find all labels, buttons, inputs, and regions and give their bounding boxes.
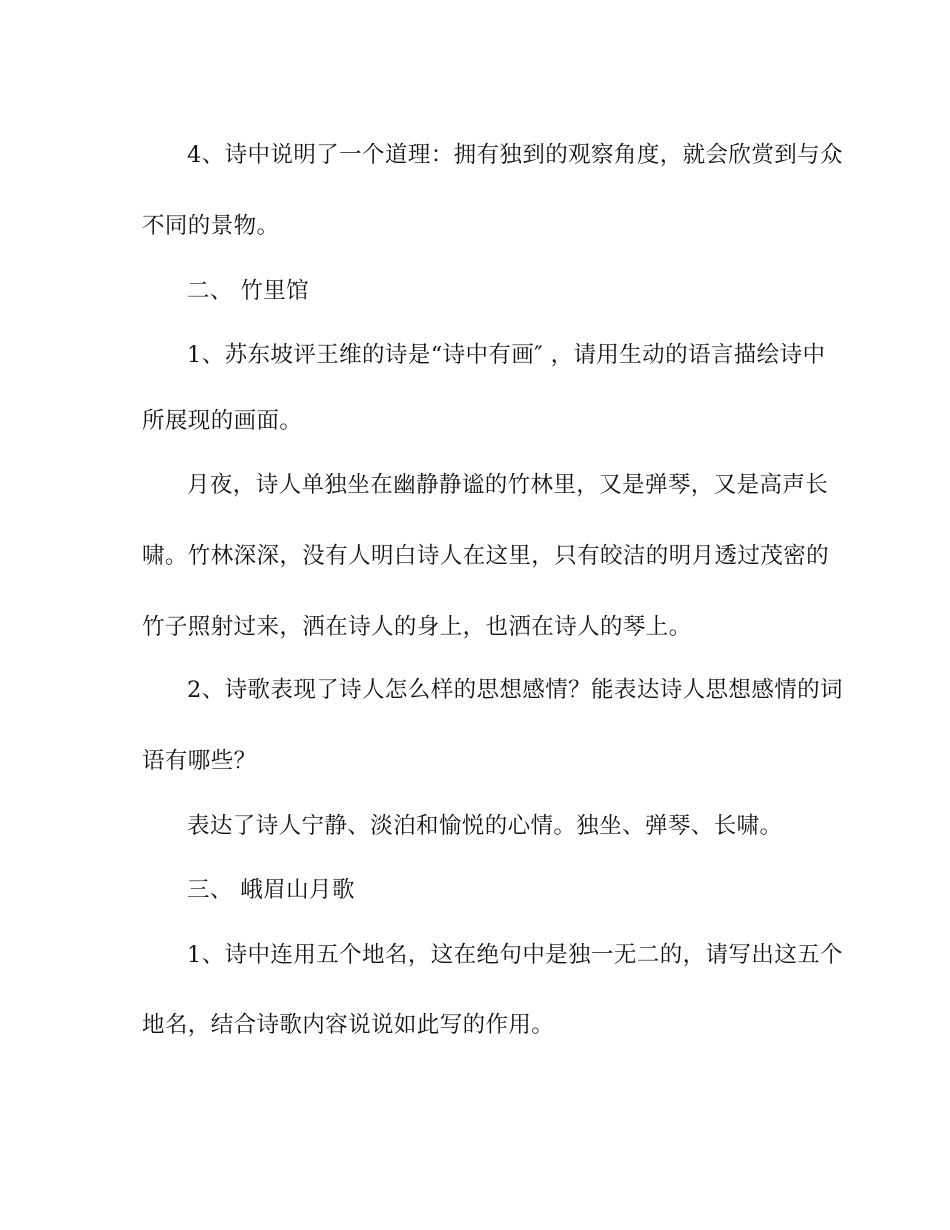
paragraph-line-7: 啸。竹林深深，没有人明白诗人在这里，只有皎洁的明月透过茂密的	[142, 543, 830, 569]
paragraph-line-11: 表达了诗人宁静、淡泊和愉悦的心情。独坐、弹琴、长啸。	[187, 813, 783, 839]
paragraph-line-4: 1、苏东坡评王维的诗是“诗中有画″ ，请用生动的语言描绘诗中	[187, 342, 826, 368]
paragraph-line-1: 4、诗中说明了一个道理：拥有独到的观察角度，就会欣赏到与众	[187, 142, 843, 168]
paragraph-line-6: 月夜，诗人单独坐在幽静静谧的竹林里，又是弹琴，又是高声长	[187, 472, 829, 498]
paragraph-line-9: 2、诗歌表现了诗人怎么样的思想感情？能表达诗人思想感情的词	[187, 677, 843, 703]
paragraph-line-14: 地名，结合诗歌内容说说如此写的作用。	[142, 1012, 555, 1038]
paragraph-line-13: 1、诗中连用五个地名，这在绝句中是独一无二的，请写出这五个	[187, 942, 843, 968]
section-heading-zhuliguan: 二、 竹里馆	[187, 278, 310, 304]
paragraph-line-5: 所展现的画面。	[142, 408, 303, 434]
section-heading-emeishan: 三、 峨眉山月歌	[187, 877, 355, 903]
paragraph-line-2: 不同的景物。	[142, 213, 280, 239]
paragraph-line-8: 竹子照射过来，洒在诗人的身上，也洒在诗人的琴上。	[142, 614, 692, 640]
paragraph-line-10: 语有哪些？	[142, 748, 257, 774]
